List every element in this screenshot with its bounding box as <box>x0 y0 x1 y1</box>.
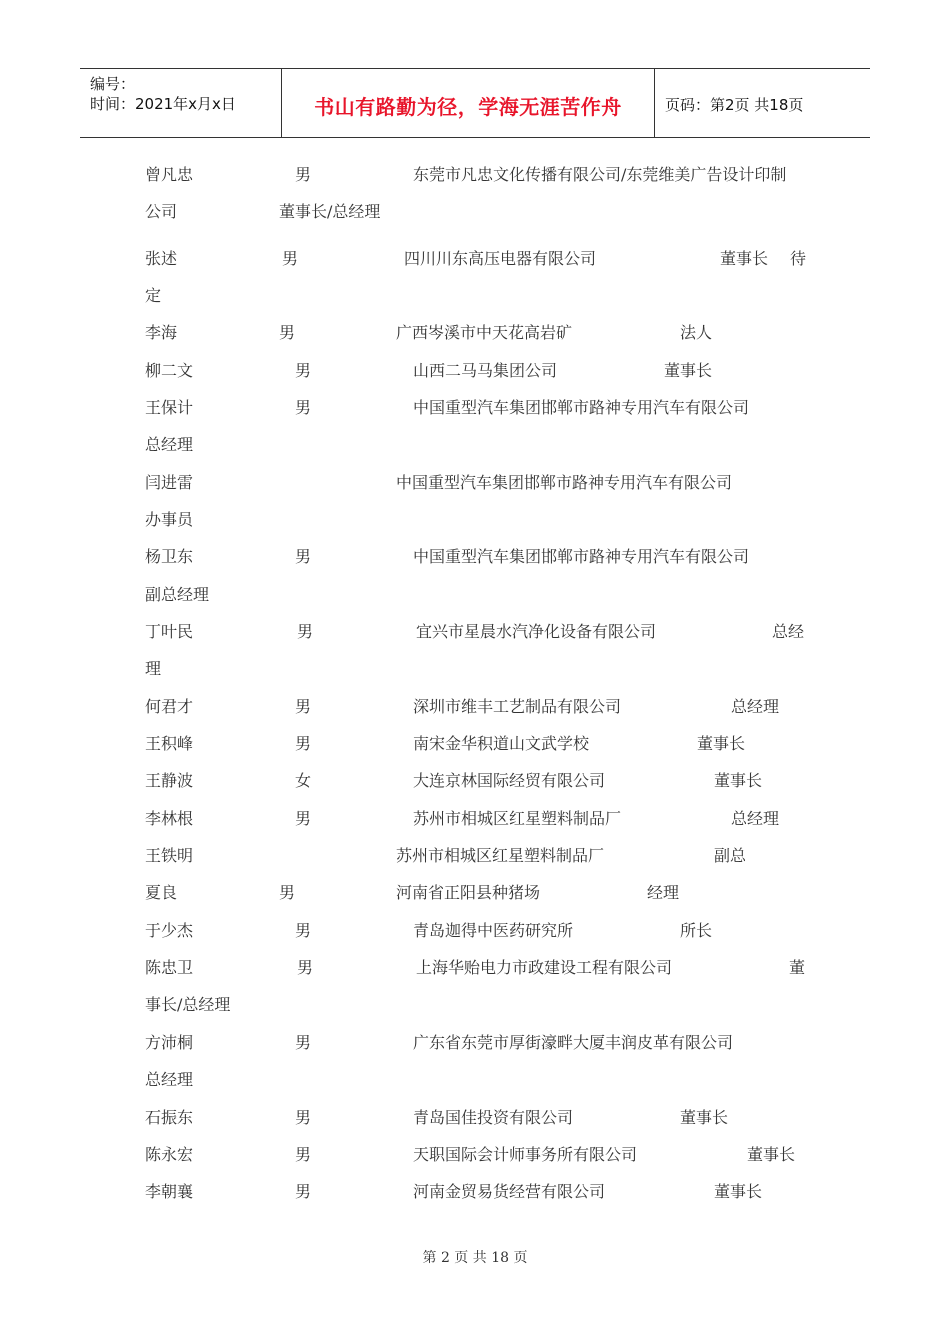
page-footer: 第 2 页 共 18 页 <box>422 1250 528 1266</box>
entry-gender: 男 <box>297 958 314 977</box>
entry-gender: 男 <box>295 1033 312 1052</box>
entry-name: 杨卫东 <box>145 547 194 566</box>
entry-name: 王保计 <box>145 398 194 417</box>
entry-company: 天职国际会计师事务所有限公司 <box>413 1145 638 1164</box>
entry-company: 山西二马马集团公司 <box>413 361 558 380</box>
entry-company: 深圳市维丰工艺制品有限公司 <box>413 697 622 716</box>
entry-title: 董事长 <box>747 1145 796 1164</box>
entry-gender: 男 <box>295 734 312 753</box>
entry-name: 王静波 <box>145 771 194 790</box>
header-meta-cell <box>80 69 282 137</box>
entry-name: 陈忠卫 <box>145 958 194 977</box>
entry-name: 李朝襄 <box>145 1182 194 1201</box>
entry-company: 上海华贻电力市政建设工程有限公司 <box>416 958 673 977</box>
entry-company: 河南省正阳县种猪场 <box>396 883 541 902</box>
entry-gender: 男 <box>295 1108 312 1127</box>
entry-company: 苏州市相城区红星塑料制品厂 <box>413 809 622 828</box>
entry-title: 董事长/总经理 <box>279 202 381 221</box>
entry-title-extra: 待 <box>790 249 807 268</box>
entry-company: 中国重型汽车集团邯郸市路神专用汽车有限公司 <box>396 473 733 492</box>
entry-gender: 男 <box>279 883 296 902</box>
motto-text: 书山有路勤为径，学海无涯苦作舟 <box>314 95 622 119</box>
header-motto-cell <box>282 69 655 137</box>
entry-company: 东莞市凡忠文化传播有限公司/东莞维美广告设计印制 <box>413 165 787 184</box>
entry-name: 曾凡忠 <box>145 165 194 184</box>
entry-continuation: 理 <box>145 659 162 678</box>
entry-gender: 男 <box>295 165 312 184</box>
header-page-cell <box>655 69 870 137</box>
entry-continuation: 事长/总经理 <box>145 995 231 1014</box>
entry-gender: 男 <box>295 398 312 417</box>
entry-company: 中国重型汽车集团邯郸市路神专用汽车有限公司 <box>413 398 750 417</box>
entry-continuation: 总经理 <box>145 435 194 454</box>
entry-title: 董 <box>789 958 806 977</box>
entry-continuation: 副总经理 <box>145 585 210 604</box>
entry-name: 柳二文 <box>145 361 194 380</box>
entry-title: 董事长 <box>714 771 763 790</box>
entry-company: 四川川东高压电器有限公司 <box>404 249 597 268</box>
entry-name: 陈永宏 <box>145 1145 194 1164</box>
entry-continuation: 总经理 <box>145 1070 194 1089</box>
entry-gender: 男 <box>295 921 312 940</box>
entry-company: 宜兴市星晨水汽净化设备有限公司 <box>416 622 657 641</box>
entry-title: 总经理 <box>731 697 780 716</box>
entry-title: 董事长 <box>680 1108 729 1127</box>
entry-title: 所长 <box>680 921 713 940</box>
entry-company: 青岛国佳投资有限公司 <box>413 1108 574 1127</box>
entry-continuation: 定 <box>145 286 162 305</box>
entry-gender: 女 <box>295 771 312 790</box>
entry-name: 闫进雷 <box>145 473 194 492</box>
entry-company: 大连京林国际经贸有限公司 <box>413 771 606 790</box>
entry-title: 总经 <box>772 622 805 641</box>
entry-gender: 男 <box>295 1182 312 1201</box>
entry-gender: 男 <box>295 547 312 566</box>
entry-title: 董事长 <box>714 1182 763 1201</box>
entry-gender: 男 <box>295 697 312 716</box>
entry-gender: 男 <box>295 809 312 828</box>
entry-name: 丁叶民 <box>145 622 194 641</box>
entry-company: 苏州市相城区红星塑料制品厂 <box>396 846 605 865</box>
entry-name: 王铁明 <box>145 846 194 865</box>
entry-title: 法人 <box>680 323 713 342</box>
entry-title: 董事长 <box>697 734 746 753</box>
entry-name: 石振东 <box>145 1108 194 1127</box>
document-time-label: 时间：2021年x月x日 <box>90 95 236 113</box>
entry-name: 张述 <box>145 249 178 268</box>
entry-company: 南宋金华积道山文武学校 <box>413 734 590 753</box>
entry-title: 总经理 <box>731 809 780 828</box>
entry-company: 中国重型汽车集团邯郸市路神专用汽车有限公司 <box>413 547 750 566</box>
entry-company: 广西岑溪市中天花高岩矿 <box>396 323 573 342</box>
entry-gender: 男 <box>279 323 296 342</box>
entry-title: 董事长 <box>664 361 713 380</box>
entry-company: 广东省东莞市厚街濠畔大厦丰润皮革有限公司 <box>413 1033 734 1052</box>
entry-gender: 男 <box>297 622 314 641</box>
entry-title: 董事长 <box>720 249 769 268</box>
entry-name: 王积峰 <box>145 734 194 753</box>
entry-name: 李林根 <box>145 809 194 828</box>
entry-company: 青岛迦得中医药研究所 <box>413 921 574 940</box>
entry-name: 夏良 <box>145 883 178 902</box>
entry-gender: 男 <box>295 1145 312 1164</box>
entry-name: 李海 <box>145 323 178 342</box>
document-number-label: 编号： <box>90 75 136 93</box>
entry-name: 方沛桐 <box>145 1033 194 1052</box>
document-header <box>80 68 870 138</box>
entry-gender: 男 <box>295 361 312 380</box>
entry-company: 河南金贸易货经营有限公司 <box>413 1182 606 1201</box>
entry-gender: 男 <box>282 249 299 268</box>
entry-continuation: 办事员 <box>145 510 194 529</box>
header-page-info: 页码：第2页 共18页 <box>665 96 804 114</box>
entry-name: 何君才 <box>145 697 194 716</box>
entry-title: 副总 <box>714 846 747 865</box>
entry-name: 于少杰 <box>145 921 194 940</box>
entry-continuation: 公司 <box>145 202 178 221</box>
entry-title: 经理 <box>647 883 680 902</box>
